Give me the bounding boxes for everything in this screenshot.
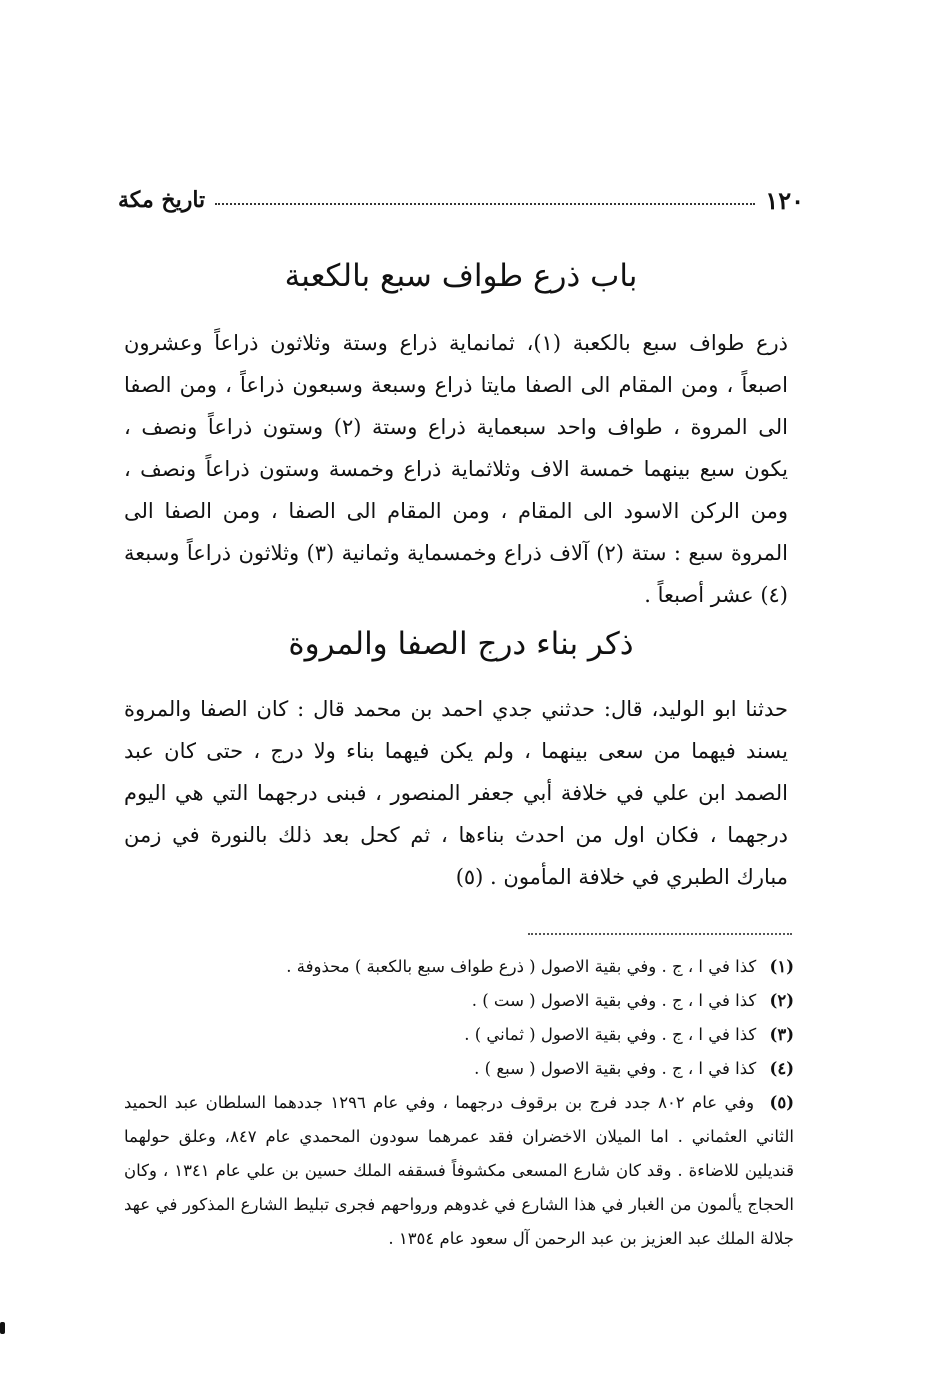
footnote-marker: (٥) — [769, 1093, 794, 1112]
section-heading-tawaf: باب ذرع طواف سبع بالكعبة — [284, 258, 638, 294]
footnote-4 — [124, 1052, 794, 1086]
section-heading-safa-marwa: ذكر بناء درج الصفا والمروة — [288, 626, 634, 662]
footnote-text: كذا في ا ، ج . وفي بقية الاصول ( ذرع طواف سبع بالكعبة ) محذوفة . — [286, 957, 757, 976]
running-title: تاريخ مكة — [118, 187, 206, 213]
section-paragraph-tawaf: ذرع طواف سبع بالكعبة (١)، ثمانماية ذراع وستة وثلاثون ذراعاً وعشرون اصبعاً ، ومن المقام الى الصفا مايتا ذراع وسبعة وسبعون ذراعاً ، ومن الصفا الى المروة ، طواف واحد سبعماية ذراع وستة (٢) وستون ذراعاً ونصف ، يكون سبع بينهما خمسة الاف وثلاثماية ذراع وخمسة وستون ذراعاً ونصف ، ومن الركن الاسود الى المقام ، ومن المقام الى الصفا ، ومن الصفا الى المروة سبع : ستة (٢) آلاف ذراع وخمسماية وثمانية (٣) وثلاثون ذراعاً وسبعة (٤) عشر أصبعاً . — [124, 331, 788, 607]
section-paragraph-safa-marwa: حدثنا ابو الوليد، قال: حدثني جدي احمد بن محمد قال : كان الصفا والمروة يسند فيهما من سعى بينهما ، ولم يكن فيهما بناء ولا درج ، حتى كان عبد الصمد ابن علي في خلافة أبي جعفر المنصور ، فبنى درجهما التي هي اليوم درجهما ، فكان اول من احدث بناءها ، ثم كحل بعد ذلك بالنورة في زمن مبارك الطبري في خلافة المأمون . (٥) — [124, 697, 788, 889]
footnote-text: كذا في ا ، ج . وفي بقية الاصول ( ثماني ) . — [464, 1025, 757, 1044]
footnote-marker: (١) — [769, 957, 794, 976]
running-header — [118, 180, 804, 220]
footnote-text: وفي عام ٨٠٢ جدد فرج بن برقوف درجهما ، وفي عام ١٢٩٦ جددهما السلطان عبد الحميد الثاني العثماني . اما الميلان الاخضران فقد عمرهما سودون المحمدي عام ٨٤٧، وعلق حولهما قنديلين للاضاءة . وقد كان شارع المسعى مكشوفاً فسقفه الملك حسين بن علي عام ١٣٤١ ، وكان الحجاج يألمون من الغبار في هذا الشارع في غدوهم ورواحهم فجرى تبليط الشارع المذكور في عهد جلالة الملك عبد العزيز بن عبد الرحمن آل سعود عام ١٣٥٤ . — [124, 1093, 795, 1248]
header-dotted-leader — [215, 203, 755, 205]
footnote-text: كذا في ا ، ج . وفي بقية الاصول ( سبع ) . — [474, 1059, 757, 1078]
footnote-3 — [124, 1018, 794, 1052]
page-number: ١٢٠ — [765, 185, 804, 215]
footnote-text: كذا في ا ، ج . وفي بقية الاصول ( ست ) . — [471, 991, 757, 1010]
footnote-1 — [124, 950, 794, 984]
footnote-marker: (٣) — [769, 1025, 794, 1044]
footnote-2 — [124, 984, 794, 1018]
footnote-separator — [528, 933, 792, 935]
footnotes-list — [124, 950, 794, 1256]
footnote-5 — [124, 1086, 794, 1256]
footnote-marker: (٢) — [769, 991, 794, 1010]
footnote-marker: (٤) — [769, 1059, 794, 1078]
scan-edge-mark — [0, 1322, 5, 1334]
